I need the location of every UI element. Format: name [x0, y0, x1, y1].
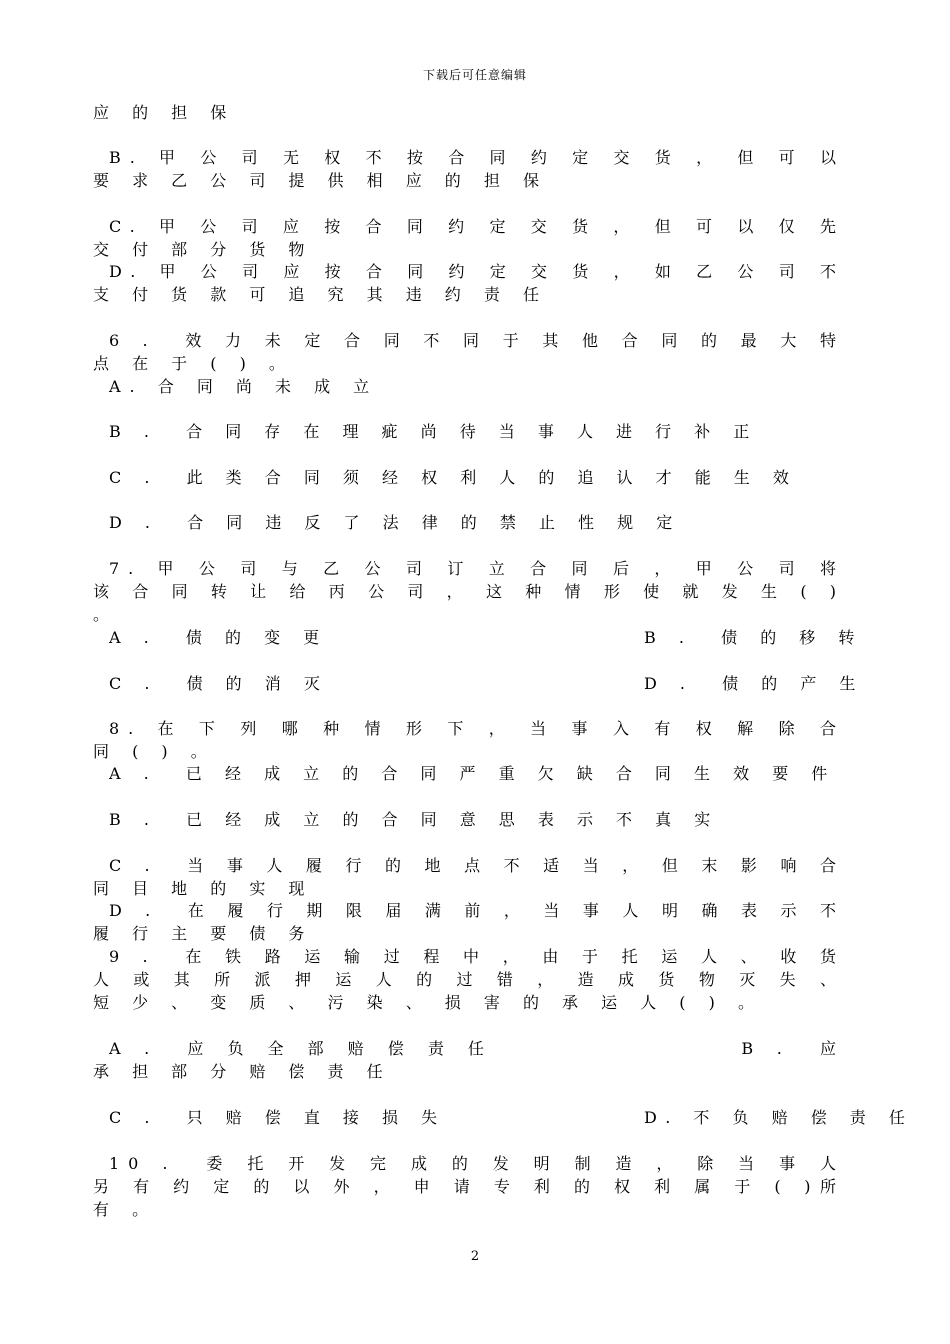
page-number: 2: [470, 1249, 480, 1264]
option-b: B. 甲 公 司 无 权 不 按 合 同 约 定 交 货 ， 但 可 以 要 求 乙 公 司 提 供 相 应 的 担 保: [93, 148, 860, 190]
question-6-option-c: C . 此 类 合 同 须 经 权 利 人 的 追 认 才 能 生 效: [109, 468, 798, 487]
question-6-option-d: D . 合 同 违 反 了 法 律 的 禁 止 性 规 定: [109, 513, 682, 532]
question-7-option-a: A . 债 的 变 更: [109, 628, 329, 647]
question-9-option-c: C . 只 赔 偿 直 接 损 失: [109, 1108, 447, 1127]
option-d: D. 甲 公 司 应 按 合 同 约 定 交 货 ， 如 乙 公 司 不 支 付 货 款 可 追 究 其 违 约 责 任: [93, 262, 860, 304]
question-9-option-a: A . 应 负 全 部 赔 偿 责 任: [109, 1039, 494, 1058]
question-7-option-c: C . 债 的 消 灭: [109, 674, 329, 693]
question-6-option-b: B . 合 同 存 在 理 疵 尚 待 当 事 人 进 行 补 正: [109, 422, 759, 441]
question-7-option-d: D . 债 的 产 生: [644, 674, 865, 693]
option-c: C. 甲 公 司 应 按 合 同 约 定 交 货 ， 但 可 以 仅 先 交 付 部 分 货 物: [93, 217, 860, 259]
question-8: 8. 在 下 列 哪 种 情 形 下 ， 当 事 入 有 权 解 除 合 同 ( ) 。: [93, 719, 860, 761]
question-9-options-ab: [93, 1037, 860, 1083]
question-9: 9 . 在 铁 路 运 输 过 程 中 ， 由 于 托 运 人 、 收 货 人 或 其 所 派 押 运 人 的 过 错 ， 造 成 货 物 灭 失 、 短 少 、 变 质 、 污 染 、 损 害 的 承 运 人 ( ) 。: [93, 947, 860, 1012]
question-8-option-c: C . 当 事 人 履 行 的 地 点 不 适 当 ， 但 末 影 响 合 同 目 地 的 实 现: [93, 856, 860, 898]
question-6: 6 . 效 力 未 定 合 同 不 同 于 其 他 合 同 的 最 大 特 点 在 于 ( ) 。: [93, 331, 860, 373]
question-10: 10 . 委 托 开 发 完 成 的 发 明 制 造 ， 除 当 事 人 另 有 约 定 的 以 外 ， 申 请 专 利 的 权 利 属 于 ( )所 有 。: [93, 1154, 860, 1219]
question-8-option-b: B . 已 经 成 立 的 合 同 意 思 表 示 不 真 实: [109, 810, 720, 829]
page-header: 下载后可任意编辑: [422, 68, 527, 82]
question-7-option-b: B . 债 的 移 转: [644, 628, 864, 647]
question-9-option-b: B . 应 承 担 部 分 赔 偿 责 任: [93, 1039, 860, 1081]
question-8-option-d: D . 在 履 行 期 限 届 满 前 ， 当 事 人 明 确 表 示 不 履 行 主 要 债 务: [93, 901, 860, 943]
question-8-option-a: A . 已 经 成 立 的 合 同 严 重 欠 缺 合 同 生 效 要 件: [109, 764, 837, 783]
question-7: 7. 甲 公 司 与 乙 公 司 订 立 合 同 后 ， 甲 公 司 将 该 合 同 转 让 给 丙 公 司 ， 这 种 情 形 使 就 发 生 ( ) 。: [93, 559, 860, 624]
question-6-option-a: A. 合 同 尚 未 成 立: [109, 377, 379, 396]
question-9-option-d: D. 不 负 赔 偿 责 任: [644, 1108, 914, 1127]
option-continuation: 应 的 担 保: [93, 103, 236, 122]
